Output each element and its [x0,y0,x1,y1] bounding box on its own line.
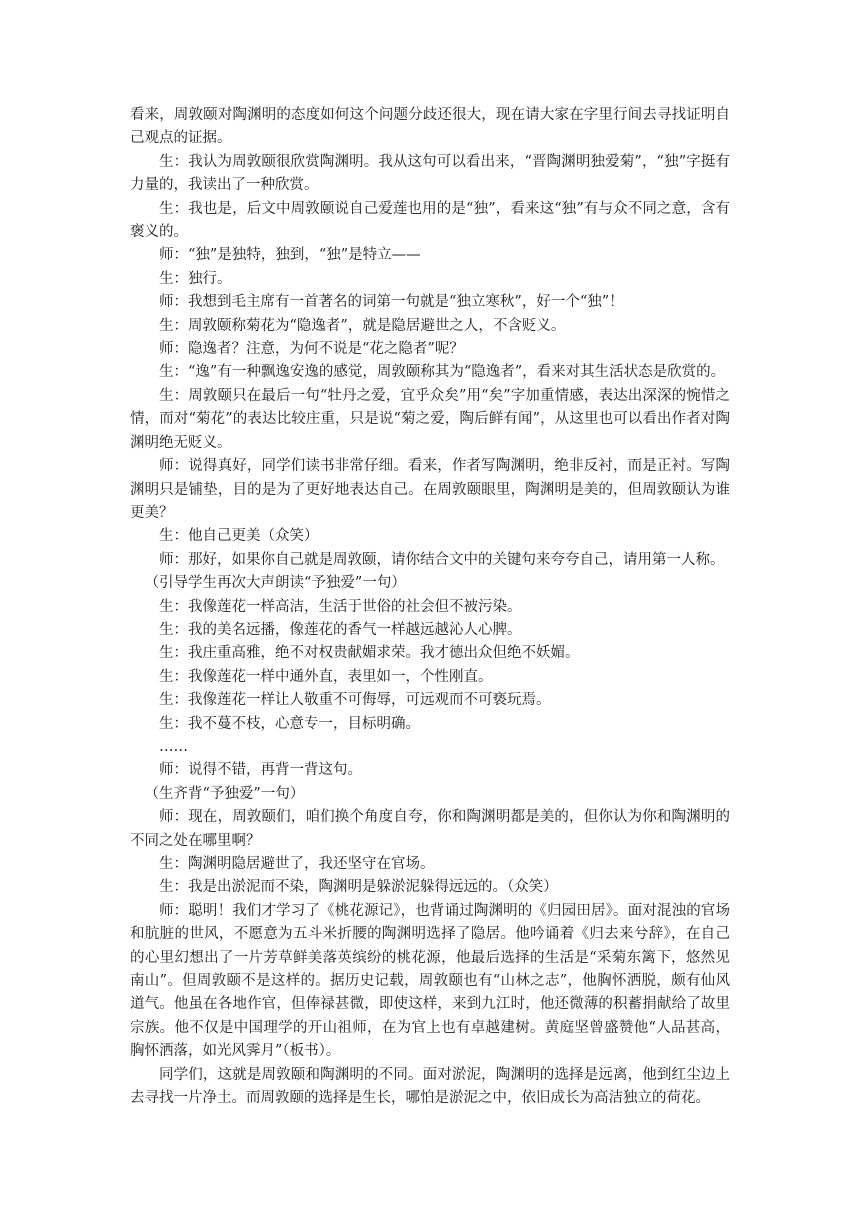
paragraph: 生：我是出淤泥而不染，陶渊明是躲淤泥躲得远远的。（众笑） [159,879,558,896]
paragraph: 生：我像莲花一样高洁，生活于世俗的社会但不被污染。 [159,598,522,615]
paragraph: 生：“逸”有一种飘逸安逸的感觉，周敦颐称其为“隐逸者”，看来对其生活状态是欣赏的。 [159,364,726,381]
stage-direction: （引导学生再次大声朗读“予独爱”一句） [144,575,406,592]
paragraph: 师：隐逸者？注意，为何不说是“花之隐者”呢？ [159,341,464,358]
paragraph: 生：周敦颐称菊花为“隐逸者”，就是隐居避世之人，不含贬义。 [159,317,566,334]
paragraph: 同学们，这就是周敦颐和陶渊明的不同。面对淤泥，陶渊明的选择是远离，他到红尘边上去寻找一片净土。而周敦颐的选择是生长，哪怕是淤泥之中，依旧成长为高洁独立的荷花。 [130,1066,730,1107]
paragraph: 生：独行。 [159,270,232,287]
paragraph: 师：说得不错，再背一背这句。 [159,762,362,779]
paragraph: 生：我像莲花一样中通外直，表里如一，个性刚直。 [159,668,493,685]
paragraph: 生：我不蔓不枝，心意专一，目标明确。 [159,715,420,732]
paragraph: 生：周敦颐只在最后一句“牡丹之爱，宜乎众矣”用“矣”字加重情感，表达出深深的惋惜之情，而对“菊花”的表达比较庄重，只是说“菊之爱，陶后鲜有闻”，从这里也可以看出作者对陶渊明绝无贬义。 [130,387,730,451]
paragraph: 生：我的美名远播，像莲花的香气一样越远越沁人心脾。 [159,621,522,638]
paragraph: 生：我庄重高雅，绝不对权贵献媚求荣。我才德出众但绝不妖媚。 [159,645,580,662]
paragraph: 师：那好，如果你自己就是周敦颐，请你结合文中的关键句来夸夸自己，请用第一人称。 [159,551,725,568]
paragraph: 师：说得真好，同学们读书非常仔细。看来，作者写陶渊明，绝非反衬，而是正衬。写陶渊明只是铺垫，目的是为了更好地表达自己。在周敦颐眼里，陶渊明是美的，但周敦颐认为谁更美？ [130,458,730,521]
paragraph: 师：现在，周敦颐们，咱们换个角度自夸，你和陶渊明都是美的，但你认为你和陶渊明的不同之处在哪里啊？ [130,809,730,849]
paragraph: 生：我认为周敦颐很欣赏陶渊明。我从这句可以看出来，“晋陶渊明独爱菊”，“独”字挺有力量的，我读出了一种欣赏。 [130,153,730,194]
paragraph: 生：我也是，后文中周敦颐说自己爱莲也用的是“独”，看来这“独”有与众不同之意，含有褒义的。 [130,200,730,241]
paragraph: 看来，周敦颐对陶渊明的态度如何这个问题分歧还很大，现在请大家在字里行间去寻找证明自己观点的证据。 [130,107,730,147]
paragraph: 师：“独”是独特，独到，“独”是特立—— [159,247,421,264]
paragraph: 生：我像莲花一样让人敬重不可侮辱，可远观而不可亵玩焉。 [159,692,551,709]
ellipsis: …… [159,738,188,755]
paragraph: 生：他自己更美（众笑） [159,528,319,545]
paragraph: 生：陶渊明隐居避世了，我还坚守在官场。 [159,856,435,872]
document-body [130,104,730,1110]
paragraph: 师：聪明！我们才学习了《桃花源记》，也背诵过陶渊明的《归园田居》。面对混浊的官场和肮脏的世风，不愿意为五斗米折腰的陶渊明选择了隐居。他吟诵着《归去来兮辞》，在自己的心里幻想出了一片芳草鲜美落英缤纷的桃花源，他最后选择的生活是“采菊东篱下，悠然见南山”。但周敦颐不是这样的。据历史记载，周敦颐也有“山林之志”，他胸怀洒脱，颇有仙风道气。他虽在各地作官，但俸禄甚微，即使这样，来到九江时，他还微薄的积蓄捐献给了故里宗族。他不仅是中国理学的开山祖师，在为官上也有卓越建树。黄庭坚曾盛赞他“人品甚高，胸怀洒落，如光风霁月”（板书）。 [130,902,730,1060]
stage-direction: （生齐背“予独爱”一句） [144,785,305,802]
paragraph: 师：我想到毛主席有一首著名的词第一句就是“独立寒秋”，好一个“独”！ [159,294,624,311]
